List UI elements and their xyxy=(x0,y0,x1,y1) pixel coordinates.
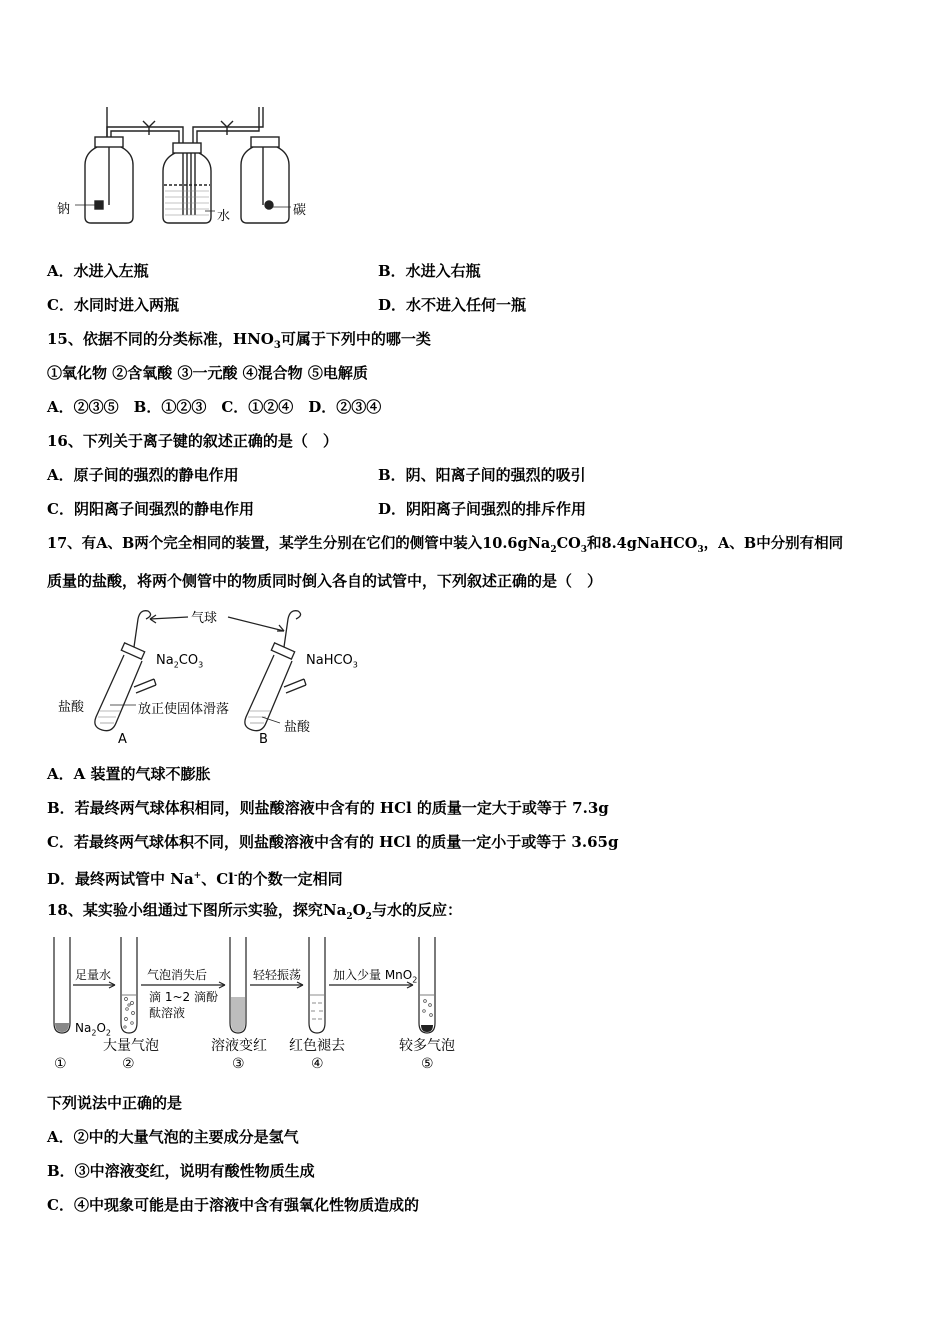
q15-stem: 15、依据不同的分类标准，$HNO_3$可属于下列中的哪一类 xyxy=(47,330,431,351)
q18-experiment-figure xyxy=(47,933,467,1078)
label-nahco3: NaHCO$_3$ xyxy=(306,653,358,670)
step-number-2: ② xyxy=(122,1056,135,1072)
step4-label: 加入少量 MnO$_2$ xyxy=(333,968,418,985)
q18-question: 下列说法中正确的是 xyxy=(47,1094,183,1112)
q14-apparatus-figure xyxy=(55,95,315,235)
step2-label-a: 气泡消失后 xyxy=(147,968,208,982)
step-number-4: ④ xyxy=(311,1056,324,1072)
q14-option-c: C．水同时进入两瓶 xyxy=(47,296,179,314)
q16-option-b: B．阴、阳离子间的强烈的吸引 xyxy=(378,466,586,484)
q16-option-c: C．阴阳离子间强烈的静电作用 xyxy=(47,500,254,518)
q17-stem-line2: 质量的盐酸，将两个侧管中的物质同时倒入各自的试管中，下列叙述正确的是（ ） xyxy=(47,572,603,590)
label-sodium: 钠 xyxy=(57,202,71,217)
label-hcl-right: 盐酸 xyxy=(284,720,311,735)
step-number-5: ⑤ xyxy=(421,1056,434,1072)
q15-items: ①氧化物 ②含氧酸 ③一元酸 ④混合物 ⑤电解质 xyxy=(47,364,368,382)
q14-option-a: A．水进入左瓶 xyxy=(47,262,149,280)
q17-option-c: C．若最终两气球体积不同，则盐酸溶液中含有的 HCl 的质量一定小于或等于 3.65g xyxy=(47,833,619,851)
q17-option-b: B．若最终两气球体积相同，则盐酸溶液中含有的 HCl 的质量一定大于或等于 7.3g xyxy=(47,799,609,817)
label-na2co3: $Na_2CO_3$ xyxy=(156,653,204,670)
label-tube-a: A xyxy=(118,732,127,747)
caption-5: 较多气泡 xyxy=(399,1038,455,1054)
step2-label-b: 滴 1~2 滴酚 xyxy=(149,990,218,1004)
q14-option-b: B．水进入右瓶 xyxy=(378,262,481,280)
caption-2: 大量气泡 xyxy=(103,1038,159,1054)
step-number-3: ③ xyxy=(232,1056,245,1072)
step-number-1: ① xyxy=(54,1056,67,1072)
label-slide-note: 放正使固体滑落 xyxy=(138,702,230,717)
step1-label: 足量水 xyxy=(75,968,112,982)
label-carbon: 碳 xyxy=(293,203,307,218)
q16-stem: 16、下列关于离子键的叙述正确的是（ ） xyxy=(47,432,338,450)
q18-option-a: A．②中的大量气泡的主要成分是氢气 xyxy=(47,1128,299,1146)
caption-4: 红色褪去 xyxy=(289,1038,345,1054)
q18-option-b: B．③中溶液变红，说明有酸性物质生成 xyxy=(47,1162,315,1180)
q18-stem: 18、某实验小组通过下图所示实验，探究$Na_2O_2$与水的反应： xyxy=(47,901,462,922)
q16-option-a: A．原子间的强烈的静电作用 xyxy=(47,466,239,484)
q15-options: A．②③⑤ B．①②③ C．①②④ D．②③④ xyxy=(47,398,382,416)
q17-stem-line1: 17、有A、B两个完全相同的装置，某学生分别在它们的侧管中装入$10.6gNa_2CO_3$和8.4gNaHCO$_3$，A、B中分别有相同 xyxy=(47,535,844,555)
caption-3: 溶液变红 xyxy=(211,1038,267,1054)
label-water: 水 xyxy=(217,209,231,224)
label-hcl-left: 盐酸 xyxy=(58,700,85,715)
label-tube-b: B xyxy=(259,732,268,747)
step3-label: 轻轻振荡 xyxy=(253,968,302,982)
q16-option-d: D．阴阳离子间强烈的排斥作用 xyxy=(378,500,587,518)
q14-option-d: D．水不进入任何一瓶 xyxy=(378,296,527,314)
q17-apparatus-figure xyxy=(58,605,368,750)
label-na2o2: $Na_2O_2$ xyxy=(75,1021,111,1038)
label-balloon: 气球 xyxy=(191,611,218,626)
q17-option-d: D．最终两试管中 Na+、Cl-的个数一定相同 xyxy=(47,870,343,888)
q17-option-a: A．A 装置的气球不膨胀 xyxy=(47,765,211,783)
q18-option-c: C．④中现象可能是由于溶液中含有强氧化性物质造成的 xyxy=(47,1196,419,1214)
step2-label-c: 酞溶液 xyxy=(149,1006,186,1020)
